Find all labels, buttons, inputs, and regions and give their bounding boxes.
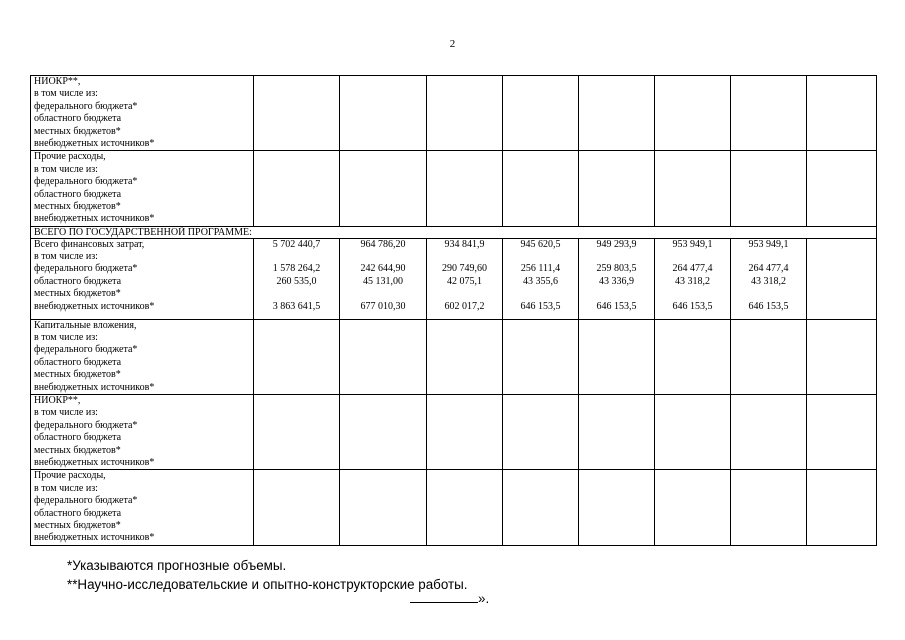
value-col-6: 953 949,1 264 477,4 43 318,2 646 153,5 <box>655 238 731 319</box>
page-number: 2 <box>449 38 456 50</box>
value-col-5: 949 293,9 259 803,5 43 336,9 646 153,5 <box>579 238 655 319</box>
table-row-other-bottom <box>31 470 877 545</box>
row-label-niokr-bottom: НИОКР**, в том числе из: федерального бюджета* областного бюджета местных бюджетов* внебюджетных источников* <box>31 395 254 470</box>
value-col-7: 953 949,1 264 477,4 43 318,2 646 153,5 <box>731 238 807 319</box>
closing-mark <box>410 590 489 606</box>
budget-table <box>30 75 877 546</box>
value-col-3: 934 841,9 290 749,60 42 075,1 602 017,2 <box>427 238 503 319</box>
table-row-niokr-top <box>31 76 877 151</box>
value-col-1: 5 702 440,7 1 578 264,2 260 535,0 3 863 641,5 <box>254 238 340 319</box>
table-row-niokr-bottom <box>31 395 877 470</box>
row-label-other-top: Прочие расходы, в том числе из: федерального бюджета* областного бюджета местных бюджетов* внебюджетных источников* <box>31 151 254 226</box>
table-row-total-header <box>31 226 877 238</box>
row-label-other-bottom: Прочие расходы, в том числе из: федерального бюджета* областного бюджета местных бюджетов* внебюджетных источников* <box>31 470 254 545</box>
table-row-other-top <box>31 151 877 226</box>
row-label-capital: Капитальные вложения, в том числе из: федерального бюджета* областного бюджета местных бюджетов* внебюджетных источников* <box>31 319 254 394</box>
table-row-totals <box>31 238 877 319</box>
blank-line <box>410 590 478 603</box>
footnotes <box>67 556 467 594</box>
total-header: ВСЕГО ПО ГОСУДАРСТВЕННОЙ ПРОГРАММЕ: <box>31 226 877 238</box>
value-col-2: 964 786,20 242 644,90 45 131,00 677 010,30 <box>340 238 427 319</box>
closing-quote: ». <box>478 591 490 606</box>
footnote-niokr: **Научно-исследовательские и опытно-конструкторские работы. <box>67 577 468 592</box>
footnote-forecast: *Указываются прогнозные объемы. <box>67 558 287 573</box>
table-row-capital <box>31 319 877 394</box>
value-col-4: 945 620,5 256 111,4 43 355,6 646 153,5 <box>503 238 579 319</box>
row-label-niokr-top: НИОКР**, в том числе из: федерального бюджета* областного бюджета местных бюджетов* внебюджетных источников* <box>31 76 254 151</box>
row-label-totals: Всего финансовых затрат, в том числе из: федерального бюджета* областного бюджета местных бюджетов* внебюджетных источников* <box>31 238 254 319</box>
